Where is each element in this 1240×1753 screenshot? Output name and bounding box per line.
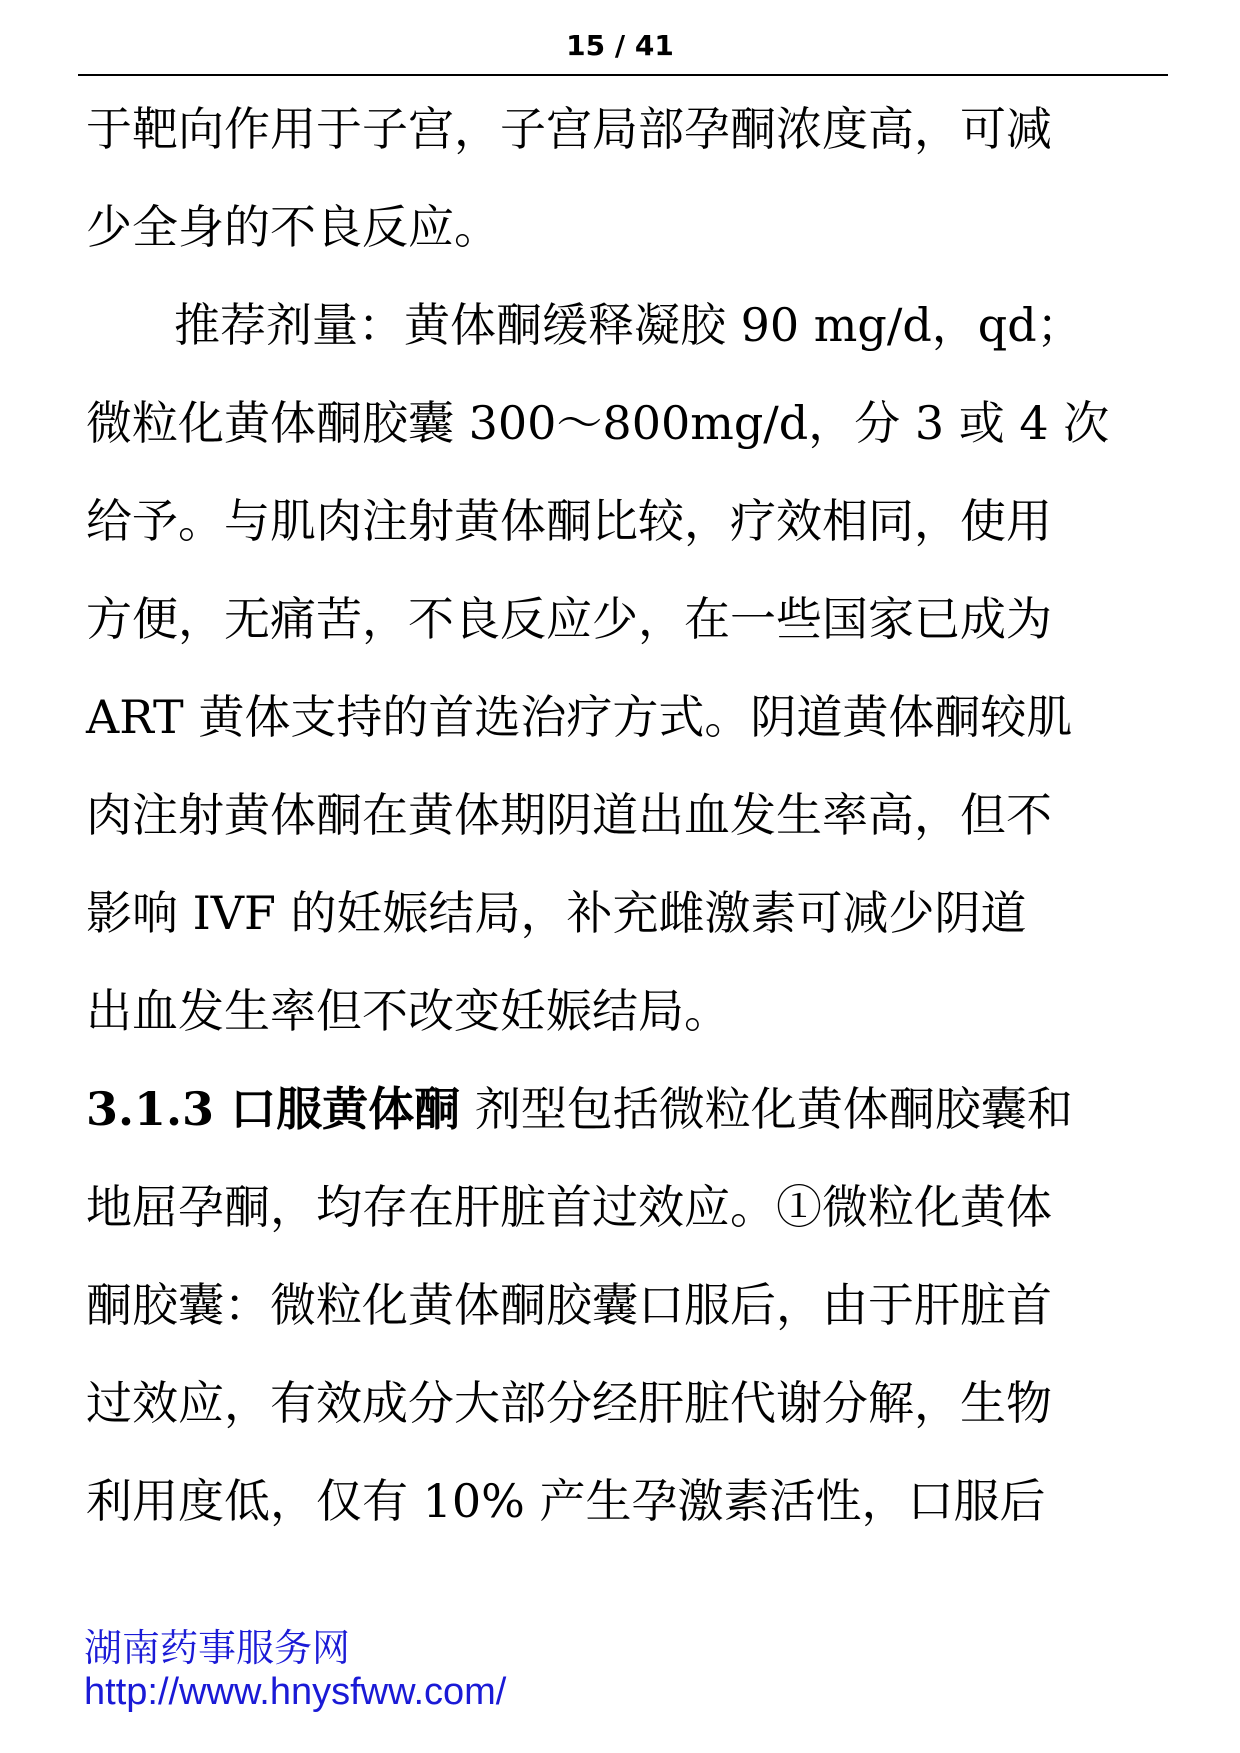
text-line: 地屈孕酮，均存在肝脏首过效应。①微粒化黄体 (86, 1180, 1052, 1234)
text-line: 推荐剂量：黄体酮缓释凝胶 90 mg/d，qd； (174, 298, 1083, 352)
text-line: ART 黄体支持的首选治疗方式。阴道黄体酮较肌 (86, 690, 1073, 744)
footer-site-name[interactable]: 湖南药事服务网 (84, 1626, 351, 1670)
section-heading-line (86, 1060, 1156, 1158)
text-line: 于靶向作用于子宫，子宫局部孕酮浓度高，可减 (86, 102, 1052, 156)
document-body (86, 80, 1156, 1550)
text-line: 利用度低，仅有 10% 产生孕激素活性，口服后 (86, 1474, 1046, 1528)
text-line: 少全身的不良反应。 (86, 200, 500, 254)
section-heading: 3.1.3 口服黄体酮 (86, 1082, 461, 1136)
text-line: 过效应，有效成分大部分经肝脏代谢分解，生物 (86, 1376, 1052, 1430)
footer-site-link[interactable]: http://www.hnysfww.com/ (84, 1671, 507, 1713)
text-line: 给予。与肌肉注射黄体酮比较，疗效相同，使用 (86, 494, 1052, 548)
header-divider (78, 74, 1168, 76)
text-line: 肉注射黄体酮在黄体期阴道出血发生率高，但不 (86, 788, 1052, 842)
text-line: 微粒化黄体酮胶囊 300～800mg/d，分 3 或 4 次 (86, 396, 1110, 450)
section-heading-text: 剂型包括微粒化黄体酮胶囊和 (460, 1082, 1073, 1136)
text-line: 酮胶囊：微粒化黄体酮胶囊口服后，由于肝脏首 (86, 1278, 1052, 1332)
page-number: 15 / 41 (566, 29, 674, 62)
text-line: 出血发生率但不改变妊娠结局。 (86, 984, 730, 1038)
footer (84, 1625, 506, 1713)
text-line: 方便，无痛苦，不良反应少，在一些国家已成为 (86, 592, 1052, 646)
text-line: 影响 IVF 的妊娠结局，补充雌激素可减少阴道 (86, 886, 1027, 940)
